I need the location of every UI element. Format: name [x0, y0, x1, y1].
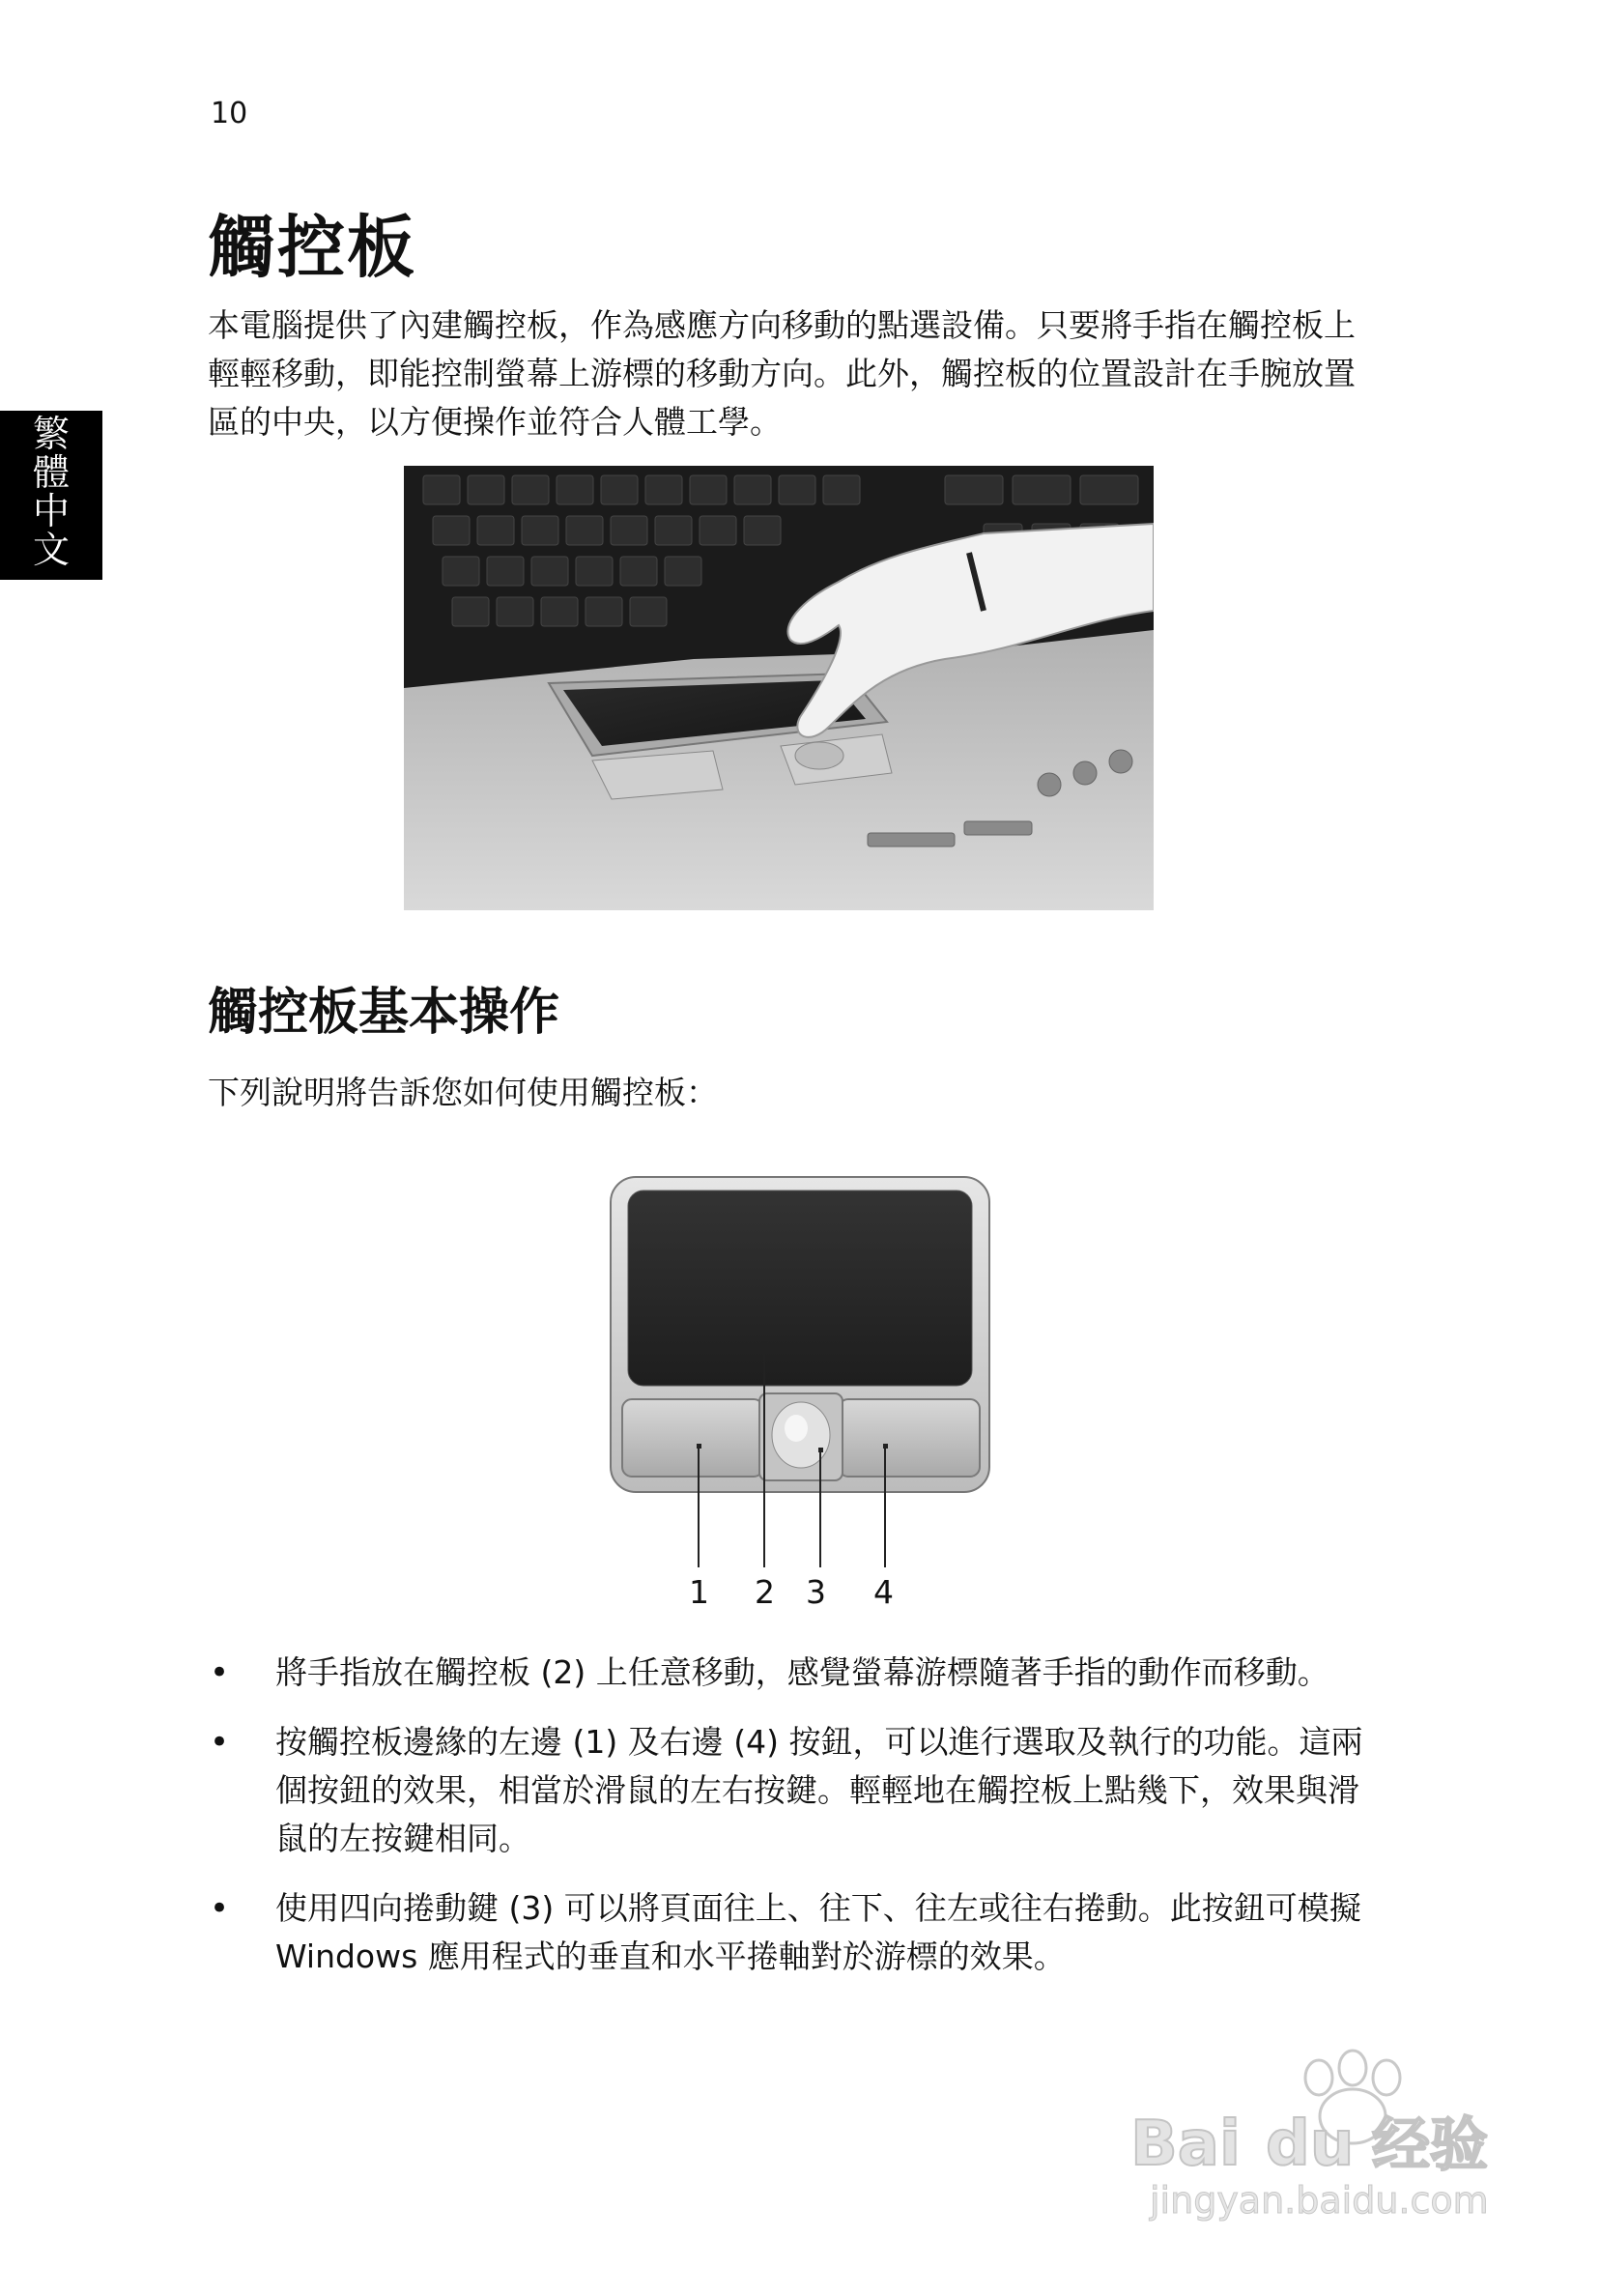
subsection-lead: 下列說明將告訴您如何使用觸控板：: [208, 1074, 718, 1111]
page-number: 10: [211, 97, 248, 130]
section-title: 觸控板: [208, 208, 416, 287]
language-tab-char: 繁: [32, 413, 70, 455]
callout-label: 1: [689, 1573, 709, 1611]
callout-label: 3: [806, 1573, 826, 1611]
subsection-title: 觸控板基本操作: [208, 984, 560, 1042]
language-tab-char: 中: [32, 490, 70, 532]
svg-text:经验: 经验: [1372, 2111, 1488, 2179]
svg-text:du: du: [1266, 2109, 1355, 2180]
laptop-touchpad-photo: [404, 466, 1154, 910]
svg-text:Bai: Bai: [1130, 2109, 1241, 2180]
language-tab: [0, 411, 102, 580]
baidu-watermark-logo: [1121, 2039, 1527, 2223]
list-item: • 使用四向捲動鍵 (3) 可以將頁面往上、往下、往左或往右捲動。此按鈕可模擬 Windows 應用程式的垂直和水平捲軸對於游標的效果。: [208, 1884, 1386, 1981]
list-item: • 將手指放在觸控板 (2) 上任意移動，感覺螢幕游標隨著手指的動作而移動。: [208, 1649, 1386, 1697]
language-tab-char: 文: [32, 529, 70, 571]
usage-list: [208, 1649, 1386, 2002]
callout-label: 4: [873, 1573, 894, 1611]
touchpad-diagram: [599, 1169, 1005, 1623]
callout-label: 2: [755, 1573, 775, 1611]
language-tab-char: 體: [32, 451, 70, 494]
svg-text:jingyan.baidu.com: jingyan.baidu.com: [1150, 2179, 1489, 2222]
section-intro: 本電腦提供了內建觸控板，作為感應方向移動的點選設備。只要將手指在觸控板上輕輕移動，即能控制螢幕上游標的移動方向。此外，觸控板的位置設計在手腕放置區的中央，以方便操作並符合人體工學。: [208, 306, 1356, 441]
list-item: • 按觸控板邊緣的左邊 (1) 及右邊 (4) 按鈕，可以進行選取及執行的功能。這兩個按鈕的效果，相當於滑鼠的左右按鍵。輕輕地在觸控板上點幾下，效果與滑鼠的左按鍵相同。: [208, 1718, 1386, 1863]
